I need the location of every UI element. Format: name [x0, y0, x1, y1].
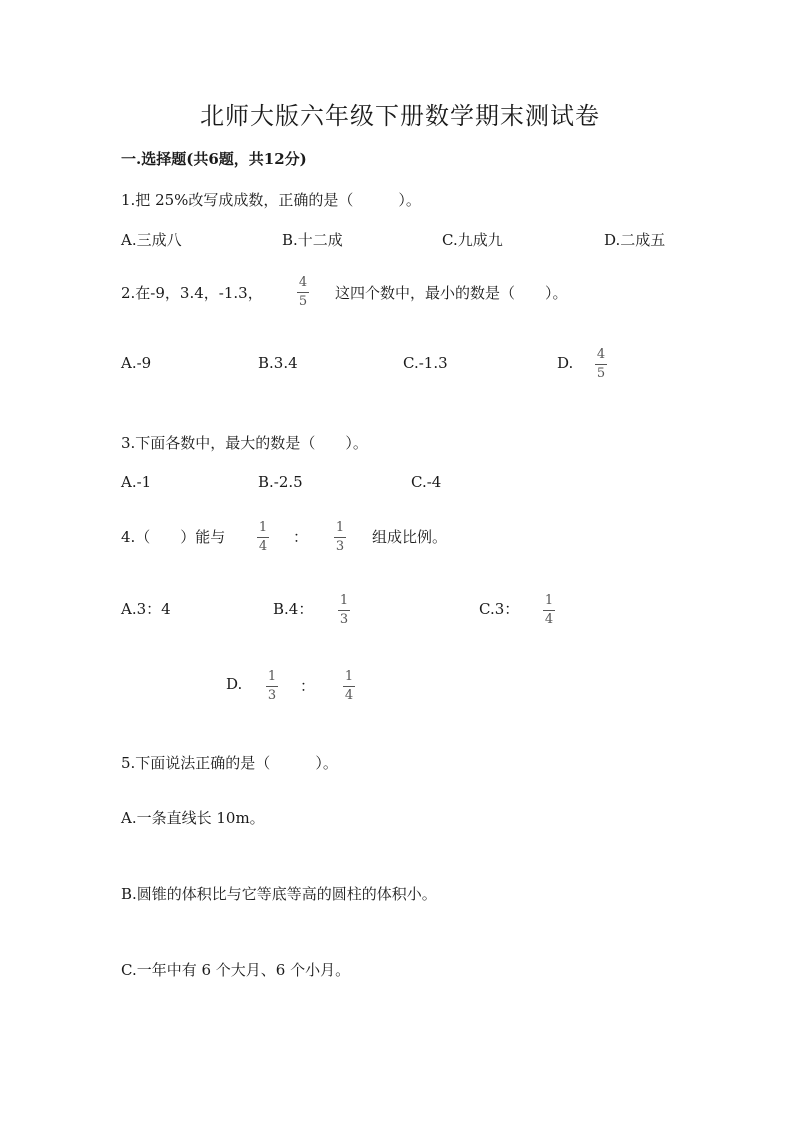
q4-option-c: C.3： — [479, 600, 520, 618]
fraction-denominator: 4 — [344, 688, 354, 703]
fraction-bar — [297, 292, 309, 293]
q1-option-c: C.九成九 — [442, 231, 503, 249]
fraction-bar — [266, 686, 278, 687]
q4-fraction-1 — [257, 520, 269, 554]
fraction-denominator: 3 — [339, 612, 349, 627]
q2-option-c: C.-1.3 — [403, 354, 448, 372]
q5-option-c: C.一年中有 6 个大月、6 个小月。 — [121, 961, 351, 979]
fraction-bar — [343, 686, 355, 687]
q2-fraction — [297, 275, 309, 309]
q3-option-c: C.-4 — [411, 473, 442, 491]
q4-option-a: A.3：4 — [121, 600, 171, 618]
q4-colon: ： — [293, 528, 309, 546]
q1-option-b: B.十二成 — [282, 231, 343, 249]
fraction-denominator: 3 — [267, 688, 277, 703]
fraction-numerator: 4 — [596, 347, 606, 362]
fraction-denominator: 3 — [335, 539, 345, 554]
fraction-bar — [257, 537, 269, 538]
fraction-denominator: 5 — [298, 294, 308, 309]
question-4-text-before: 4.（ ）能与 — [121, 528, 226, 546]
page-title: 北师大版六年级下册数学期末测试卷 — [200, 102, 600, 130]
q2-option-b: B.3.4 — [258, 354, 298, 372]
q2-option-d: D. — [557, 354, 574, 372]
q4-fraction-2 — [334, 520, 346, 554]
fraction-bar — [595, 364, 607, 365]
question-3-text: 3.下面各数中，最大的数是（ ）。 — [121, 434, 368, 452]
question-5-text: 5.下面说法正确的是（ ）。 — [121, 754, 338, 772]
q4-option-b-fraction — [338, 593, 350, 627]
fraction-denominator: 4 — [258, 539, 268, 554]
q4-option-c-fraction — [543, 593, 555, 627]
question-4-text-after: 组成比例。 — [372, 528, 448, 546]
fraction-denominator: 5 — [596, 366, 606, 381]
fraction-bar — [334, 537, 346, 538]
fraction-numerator: 1 — [258, 520, 268, 535]
q5-option-a: A.一条直线长 10m。 — [121, 809, 265, 827]
question-2-text-before: 2.在-9，3.4，-1.3， — [121, 284, 263, 302]
q1-option-a: A.三成八 — [121, 231, 182, 249]
fraction-numerator: 1 — [339, 593, 349, 608]
fraction-numerator: 1 — [344, 669, 354, 684]
fraction-numerator: 1 — [544, 593, 554, 608]
q4-option-d-colon: ： — [300, 677, 316, 695]
q2-option-d-fraction — [595, 347, 607, 381]
fraction-bar — [338, 610, 350, 611]
section-heading: 一.选择题(共6题，共12分) — [121, 150, 307, 168]
question-2-text-after: 这四个数中，最小的数是（ ）。 — [335, 284, 568, 302]
q4-option-d-fraction-1 — [266, 669, 278, 703]
q4-option-b: B.4： — [273, 600, 314, 618]
fraction-numerator: 4 — [298, 275, 308, 290]
q1-option-d: D.二成五 — [604, 231, 666, 249]
q4-option-d: D. — [226, 675, 243, 693]
q3-option-b: B.-2.5 — [258, 473, 303, 491]
fraction-bar — [543, 610, 555, 611]
q3-option-a: A.-1 — [121, 473, 152, 491]
q4-option-d-fraction-2 — [343, 669, 355, 703]
q2-option-a: A.-9 — [121, 354, 152, 372]
fraction-numerator: 1 — [335, 520, 345, 535]
fraction-denominator: 4 — [544, 612, 554, 627]
question-1-text: 1.把 25%改写成成数，正确的是（ ）。 — [121, 191, 421, 209]
fraction-numerator: 1 — [267, 669, 277, 684]
q5-option-b: B.圆锥的体积比与它等底等高的圆柱的体积小。 — [121, 885, 437, 903]
